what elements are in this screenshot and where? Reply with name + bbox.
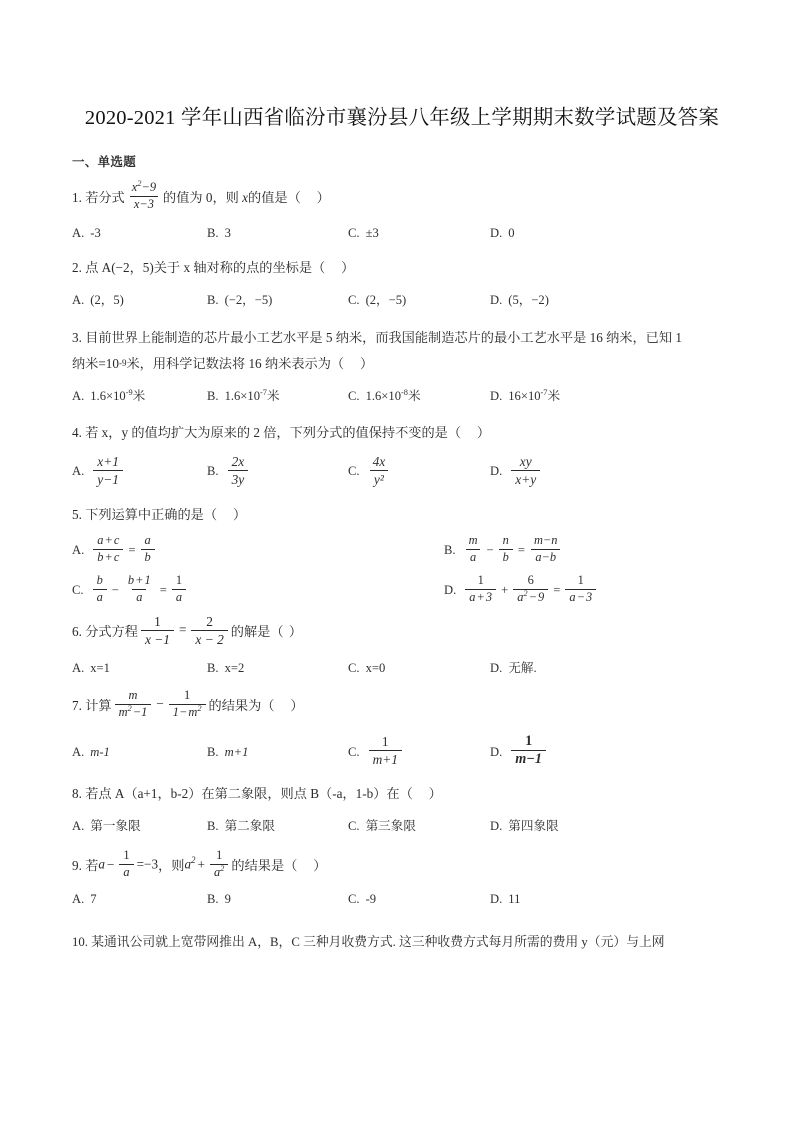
option-6-c[interactable]: C. x=0 [348, 660, 386, 675]
question-5-stem-close: ） [232, 506, 247, 522]
question-1 [72, 177, 732, 245]
question-4-stem-text: 若 x，y 的值均扩大为原来的 2 倍，下列分式的值保持不变的是（ [85, 424, 462, 440]
question-3-options [72, 384, 732, 408]
option-1-a[interactable]: A. -3 [72, 225, 101, 240]
question-9-number: 9. [72, 858, 82, 874]
question-3-number: 3. [72, 329, 82, 345]
question-3 [72, 324, 732, 408]
question-2-stem-close: ） [341, 259, 355, 275]
question-1-options [72, 221, 732, 245]
question-5-options [72, 531, 732, 611]
q1-num-sup: 2 [137, 177, 142, 188]
option-4-b[interactable]: B. $\frac{2x}{3y}$ [207, 455, 348, 488]
option-5-d[interactable]: D. $\frac{1}{a + 3}$ + $\frac{6}{a^2 - 9}$ = $\frac{1}{a - 3}$ [402, 571, 732, 611]
option-9-c[interactable]: C. -9 [348, 892, 377, 907]
question-9-stem-close: ） [313, 858, 327, 874]
question-3-line2-pre: 纳米=10 [72, 355, 119, 371]
option-3-a[interactable]: A. $1.6\times 10^{-9}$米 [72, 387, 146, 403]
question-6-stem-suffix: 的解是（ [230, 623, 284, 639]
option-5-b-expr: $\frac{m}{a}$ − $\frac{n}{b}$ = $\frac{m-n}{a-b}$ [462, 535, 565, 566]
question-8-options [72, 814, 732, 838]
question-1-stem [72, 177, 732, 213]
question-6-options [72, 656, 732, 680]
question-8 [72, 781, 732, 838]
question-3-line2-post: 米，用科学记数法将 16 纳米表示为（ [126, 355, 345, 371]
question-1-stem-tail: 的值是（ [248, 189, 301, 205]
question-3-line1: 目前世界上能制造的芯片最小工艺水平是 5 纳米，而我国能制造芯片的最小工艺水平是 16 纳米，已知 1 [85, 329, 682, 345]
question-9-stem-prefix: 若 [85, 858, 99, 874]
question-9-options [72, 887, 732, 911]
option-2-b[interactable]: B. (−2，−5) [207, 292, 273, 307]
question-6-stem-prefix: 分式方程 [85, 623, 138, 639]
option-1-b[interactable]: B. 3 [207, 225, 231, 240]
question-9-expression-right: $a^2$ + $\frac{1}{a^2}$ [184, 850, 231, 881]
option-5-c[interactable]: C. $\frac{b}{a}$ − $\frac{b + 1}{a}$ = $\frac{1}{a}$ [72, 571, 402, 611]
question-5-stem [72, 502, 732, 527]
question-4-stem [72, 420, 732, 445]
question-2-number: 2. [72, 259, 82, 275]
question-2-options [72, 288, 732, 312]
q1-num-base: x [131, 180, 138, 194]
question-9 [72, 850, 732, 911]
option-2-c[interactable]: C. (2，−5) [348, 292, 407, 307]
question-3-line2-close: ） [359, 355, 374, 371]
question-7-options [72, 732, 732, 770]
option-6-b[interactable]: B. x=2 [207, 660, 245, 675]
section-heading: 一、单选题 [72, 155, 137, 169]
question-10-number: 10. [72, 935, 88, 950]
question-5 [72, 502, 732, 611]
question-9-stem-suffix: 的结果是（ [231, 858, 298, 874]
question-7-stem-prefix: 计算 [85, 697, 112, 713]
question-7-expression: $\frac{m}{m^2 -1}$ − $\frac{1}{1- m^2}$ [112, 690, 209, 721]
question-7-stem-suffix: 的结果为（ [208, 697, 275, 713]
option-5-a[interactable]: A. $\frac{a + c}{b + c}$ = $\frac{a}{b}$ [72, 531, 402, 571]
question-7-number: 7. [72, 697, 82, 713]
option-7-d[interactable]: D. $\frac{1}{m-1}$ [490, 735, 630, 770]
option-8-a[interactable]: A. 第一象限 [72, 819, 141, 834]
question-2-stem-text: 点 A(−2，5)关于 x 轴对称的点的坐标是（ [85, 259, 326, 275]
option-6-d[interactable]: D. 无解. [490, 660, 537, 675]
q1-num-rest: −9 [141, 180, 157, 194]
option-9-a[interactable]: A. 7 [72, 892, 97, 907]
question-4-options [72, 455, 732, 488]
question-1-variable: x [242, 189, 249, 205]
question-4 [72, 420, 732, 488]
question-6 [72, 615, 732, 680]
question-7-stem [72, 687, 732, 721]
question-5-stem-text: 下列运算中正确的是（ [85, 506, 218, 522]
question-5-number: 5. [72, 506, 82, 522]
option-5-d-expr: $\frac{1}{a + 3}$ + $\frac{6}{a^2 - 9}$ = $\frac{1}{a - 3}$ [462, 575, 599, 606]
option-7-a[interactable]: A. m-1 [72, 744, 110, 759]
option-9-b[interactable]: B. 9 [207, 892, 231, 907]
question-10-stem [72, 929, 732, 956]
option-5-c-expr: $\frac{b}{a}$ − $\frac{b + 1}{a}$ = $\frac{1}{a}$ [90, 575, 189, 606]
option-1-c[interactable]: C. ±3 [348, 225, 379, 240]
option-8-d[interactable]: D. 第四象限 [490, 819, 559, 834]
question-1-fraction [128, 177, 160, 212]
question-4-stem-close: ） [476, 424, 491, 440]
option-4-d[interactable]: D. $\frac{xy}{x+y}$ [490, 455, 630, 488]
question-6-equation: $\frac{1}{x -1}$ = $\frac{2}{x - 2}$ [138, 615, 231, 648]
page-title: 2020-2021 学年山西省临汾市襄汾县八年级上学期期末数学试题及答案 [84, 107, 720, 129]
question-1-number: 1. [72, 189, 82, 205]
question-8-stem-text: 若点 A（a+1，b-2）在第二象限，则点 B（-a，1-b）在（ [85, 786, 413, 802]
question-8-stem-close: ） [428, 786, 442, 802]
question-7-stem-close: ） [290, 697, 304, 713]
question-1-stem-close: ） [316, 189, 330, 205]
option-1-d[interactable]: D. 0 [490, 225, 515, 240]
option-8-b[interactable]: B. 第二象限 [207, 819, 275, 834]
option-3-d[interactable]: D. $16\times 10^{-7}$米 [490, 387, 561, 403]
option-3-c[interactable]: C. $1.6\times 10^{-8}$米 [348, 387, 421, 403]
question-8-stem [72, 781, 732, 806]
question-9-stem-mid: ，则 [158, 858, 185, 874]
question-8-number: 8. [72, 786, 82, 802]
question-6-number: 6. [72, 623, 82, 639]
question-3-stem [72, 324, 732, 351]
document-content [72, 98, 732, 958]
question-2 [72, 255, 732, 312]
question-7 [72, 687, 732, 770]
question-10-stem-text: 某通讯公司就上宽带网推出 A，B，C 三种月收费方式. 这三种收费方式每月所需的费用 y（元）与上网 [91, 935, 665, 950]
question-6-stem-close: ） [288, 623, 303, 639]
option-4-c[interactable]: C. $\frac{4x}{\text{y²}}$ [348, 455, 490, 488]
option-5-b[interactable]: B. $\frac{m}{a}$ − $\frac{n}{b}$ = $\frac{m-n}{a-b}$ [402, 531, 732, 571]
option-2-a[interactable]: A. (2，5) [72, 292, 124, 307]
question-1-stem-prefix: 若分式 [85, 189, 125, 205]
option-9-d[interactable]: D. 11 [490, 892, 521, 907]
question-1-stem-suffix: 的值为 0，则 [163, 189, 243, 205]
option-6-a[interactable]: A. x=1 [72, 660, 110, 675]
question-3-stem-line2: 纳米=10 -9 米，用科学记数法将 16 纳米表示为（ ） [72, 351, 732, 376]
option-4-a[interactable]: A. $\frac{x+1}{y-1}$ [72, 455, 207, 488]
question-2-stem [72, 255, 732, 280]
option-2-d[interactable]: D. (5，−2) [490, 292, 549, 307]
option-7-b[interactable]: B. m+1 [207, 744, 249, 759]
question-10 [72, 929, 732, 956]
option-5-a-expr: $\frac{a + c}{b + c}$ = $\frac{a}{b}$ [90, 535, 157, 566]
question-6-stem [72, 615, 732, 648]
question-4-number: 4. [72, 424, 82, 440]
question-9-expression-left: a − $\frac{1}{a}$ =−3 [98, 848, 159, 880]
option-7-c[interactable]: C. $\frac{1}{m+1}$ [348, 735, 490, 768]
option-8-c[interactable]: C. 第三象限 [348, 819, 416, 834]
question-9-stem [72, 850, 732, 881]
option-3-b[interactable]: B. $1.6\times 10^{-7}$米 [207, 387, 280, 403]
q1-den: x−3 [130, 196, 158, 212]
